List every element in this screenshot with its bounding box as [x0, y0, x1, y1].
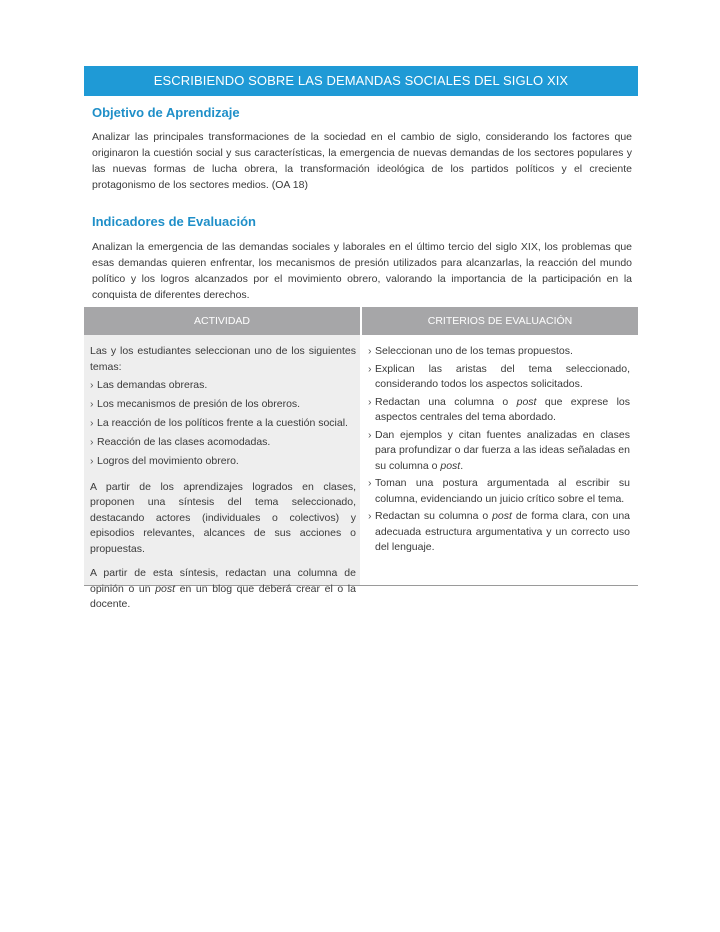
page-title: ESCRIBIENDO SOBRE LAS DEMANDAS SOCIALES DEL SIGLO XIX — [153, 73, 569, 88]
criterion-item: › Redactan una columna o post que exprese los aspectos centrales del tema abordado. — [368, 395, 630, 426]
topic-list — [90, 378, 356, 470]
bullet-icon: › — [368, 362, 372, 375]
criterion-item: › Redactan su columna o post de forma clara, con una adecuada estructura argumentativa y un correcto uso del lenguaje. — [368, 509, 630, 556]
objective-heading: Objetivo de Aprendizaje — [92, 105, 240, 120]
topic-item: › Reacción de las clases acomodadas. — [90, 435, 356, 451]
bullet-icon: › — [368, 477, 372, 489]
activity-post-text: A partir de esta síntesis, redactan una columna de opinión o un post en un blog que deberá crear el o la docente. — [90, 567, 356, 610]
indicators-heading: Indicadores de Evaluación — [92, 214, 256, 229]
indicators-text: Analizan la emergencia de las demandas sociales y laborales en el último tercio del siglo XIX, los problemas que esas demandas quieren enfrentar, los mecanismos de presión utilizados para alcanzarlas, la reacción del mundo político y los logros alcanzados por el movimiento obrero, valorando la importancia de la participación en la conquista de diferentes derechos. — [92, 241, 632, 301]
criterion-item: › Toman una postura argumentada al escribir su columna, evidenciando un juicio crítico sobre el tema. — [368, 476, 630, 507]
bullet-icon: › — [368, 510, 372, 522]
page-title-banner — [84, 66, 638, 96]
evaluation-table — [84, 307, 638, 610]
bullet-icon: › — [90, 398, 94, 410]
activity-column — [84, 335, 360, 610]
column-header-activity: ACTIVIDAD — [84, 307, 360, 335]
criteria-column — [362, 335, 638, 585]
bullet-icon: › — [90, 417, 94, 429]
criterion-item: › Seleccionan uno de los temas propuestos. — [368, 344, 630, 360]
bullet-icon: › — [368, 428, 372, 441]
criterion-item: › Explican las aristas del tema seleccionado, considerando todos los aspectos solicitados. — [368, 362, 630, 393]
bullet-icon: › — [368, 345, 372, 357]
criterion-item: › Dan ejemplos y citan fuentes analizadas en clases para profundizar o dar fuerza a las ideas señaladas en su columna o post. — [368, 428, 630, 475]
column-header-criteria: CRITERIOS DE EVALUACIÓN — [362, 307, 638, 335]
bullet-icon: › — [368, 395, 372, 408]
topic-item: › La reacción de los políticos frente a la cuestión social. — [90, 416, 356, 432]
topic-item: › Las demandas obreras. — [90, 378, 356, 394]
topic-item: › Los mecanismos de presión de los obreros. — [90, 397, 356, 413]
topic-item: › Logros del movimiento obrero. — [90, 454, 356, 470]
bullet-icon: › — [90, 436, 94, 448]
objective-text: Analizar las principales transformaciones de la sociedad en el cambio de siglo, considerando los factores que originaron la cuestión social y sus características, la emergencia de nuevas demandas de los sectores populares y las nuevas formas de lucha obrera, la transformación ideológica de los partidos políticos y el creciente protagonismo de los sectores medios. (OA 18) — [92, 131, 632, 191]
bullet-icon: › — [90, 379, 94, 391]
activity-intro: Las y los estudiantes seleccionan uno de los siguientes temas: — [90, 345, 356, 373]
bullet-icon: › — [90, 455, 94, 467]
activity-synthesis-text: A partir de los aprendizajes logrados en clases, proponen una síntesis del tema seleccionado, destacando actores (individuales o colectivos) y episodios relevantes, alcances de sus acciones o propuestas. — [90, 480, 356, 555]
